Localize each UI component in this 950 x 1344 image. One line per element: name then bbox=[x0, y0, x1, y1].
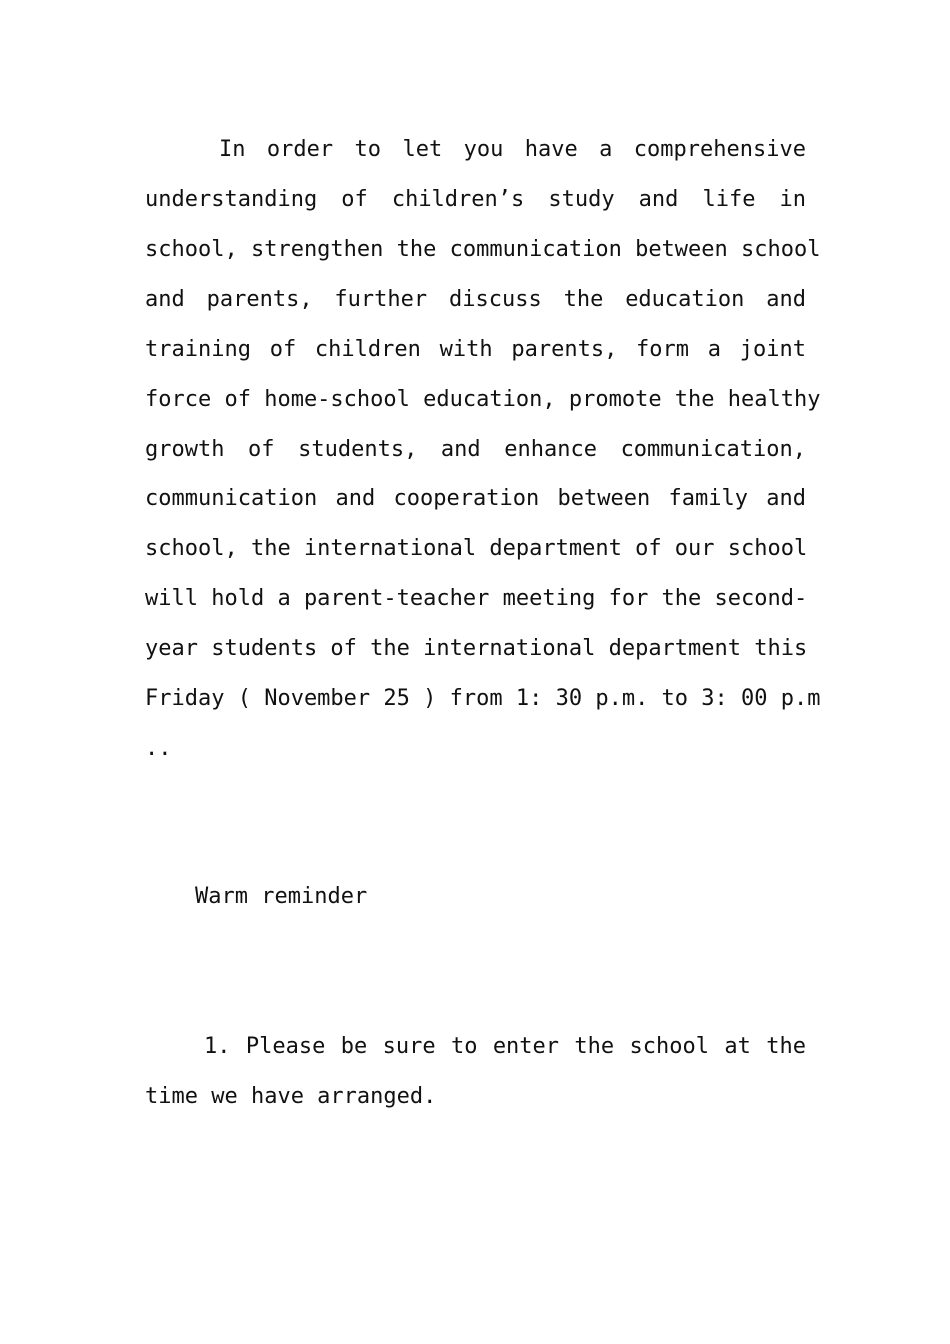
intro-paragraph-line-6: force of home-school education, promote the healthy bbox=[145, 387, 821, 412]
reminder-item-1-line-1: 1. Please be sure to enter the school at the bbox=[204, 1034, 806, 1059]
warm-reminder-heading: Warm reminder bbox=[195, 884, 368, 909]
reminder-item-1-line-2: time we have arranged. bbox=[145, 1084, 437, 1109]
intro-paragraph-line-4: and parents, further discuss the education and bbox=[145, 287, 806, 312]
intro-paragraph-line-12: Friday ( November 25 ) from 1: 30 p.m. to 3: 00 p.m bbox=[145, 686, 821, 711]
intro-paragraph-line-11: year students of the international department this bbox=[145, 636, 808, 661]
intro-paragraph-line-2: understanding of children’s study and life in bbox=[145, 187, 806, 212]
intro-paragraph-line-1: In order to let you have a comprehensive bbox=[219, 137, 806, 162]
intro-paragraph-line-13: .. bbox=[145, 736, 172, 761]
intro-paragraph-line-5: training of children with parents, form a joint bbox=[145, 337, 806, 362]
intro-paragraph-line-10: will hold a parent-teacher meeting for the second- bbox=[145, 586, 808, 611]
intro-paragraph-line-7: growth of students, and enhance communication, bbox=[145, 437, 806, 462]
intro-paragraph-line-8: communication and cooperation between family and bbox=[145, 486, 806, 511]
intro-paragraph-line-3: school, strengthen the communication between school bbox=[145, 237, 821, 262]
intro-paragraph-line-9: school, the international department of our school bbox=[145, 536, 808, 561]
